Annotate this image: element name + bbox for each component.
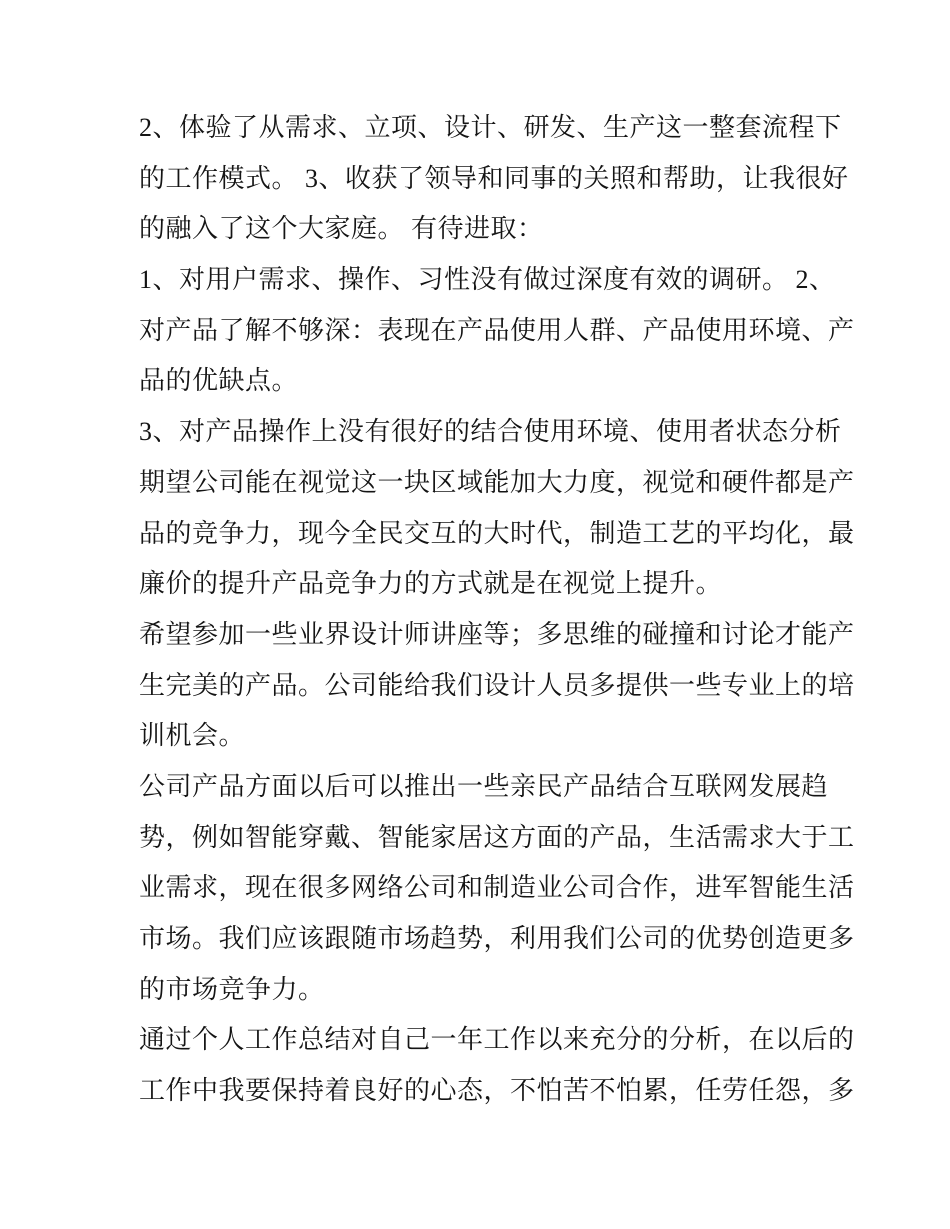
text-line: 生完美的产品。公司能给我们设计人员多提供一些专业上的培 — [139, 670, 855, 700]
text-line: 3、对产品操作上没有很好的结合使用环境、使用者状态分析 — [139, 417, 842, 447]
text-line: 希望参加一些业界设计师讲座等；多思维的碰撞和讨论才能产 — [139, 619, 855, 649]
text-line: 对产品了解不够深：表现在产品使用人群、产品使用环境、产 — [139, 315, 855, 345]
text-line: 品的竞争力，现今全民交互的大时代，制造工艺的平均化，最 — [139, 518, 855, 548]
text-line: 工作中我要保持着良好的心态，不怕苦不怕累，任劳任怨，多 — [139, 1076, 855, 1106]
text-line: 训机会。 — [139, 721, 246, 751]
text-line: 1、对用户需求、操作、习性没有做过深度有效的调研。 2、 — [139, 265, 836, 295]
text-line: 通过个人工作总结对自己一年工作以来充分的分析，在以后的 — [139, 1025, 855, 1055]
document-text — [139, 103, 855, 1117]
text-line: 2、体验了从需求、立项、设计、研发、生产这一整套流程下 — [139, 113, 842, 142]
text-line: 公司产品方面以后可以推出一些亲民产品结合互联网发展趋 — [139, 771, 829, 801]
text-line: 期望公司能在视觉这一块区域能加大力度，视觉和硬件都是产 — [139, 467, 855, 497]
text-line: 市场。我们应该跟随市场趋势，利用我们公司的优势创造更多 — [139, 924, 855, 953]
text-line: 廉价的提升产品竞争力的方式就是在视觉上提升。 — [139, 569, 723, 599]
text-line: 的市场竞争力。 — [139, 974, 325, 1004]
text-line: 的工作模式。 3、收获了领导和同事的关照和帮助，让我很好 — [139, 163, 849, 193]
text-line: 品的优缺点。 — [139, 366, 299, 396]
text-line: 势，例如智能穿戴、智能家居这方面的产品，生活需求大于工 — [139, 822, 855, 852]
text-line: 的融入了这个大家庭。 有待进取： — [139, 214, 544, 244]
text-line: 业需求，现在很多网络公司和制造业公司合作，进军智能生活 — [139, 873, 855, 903]
